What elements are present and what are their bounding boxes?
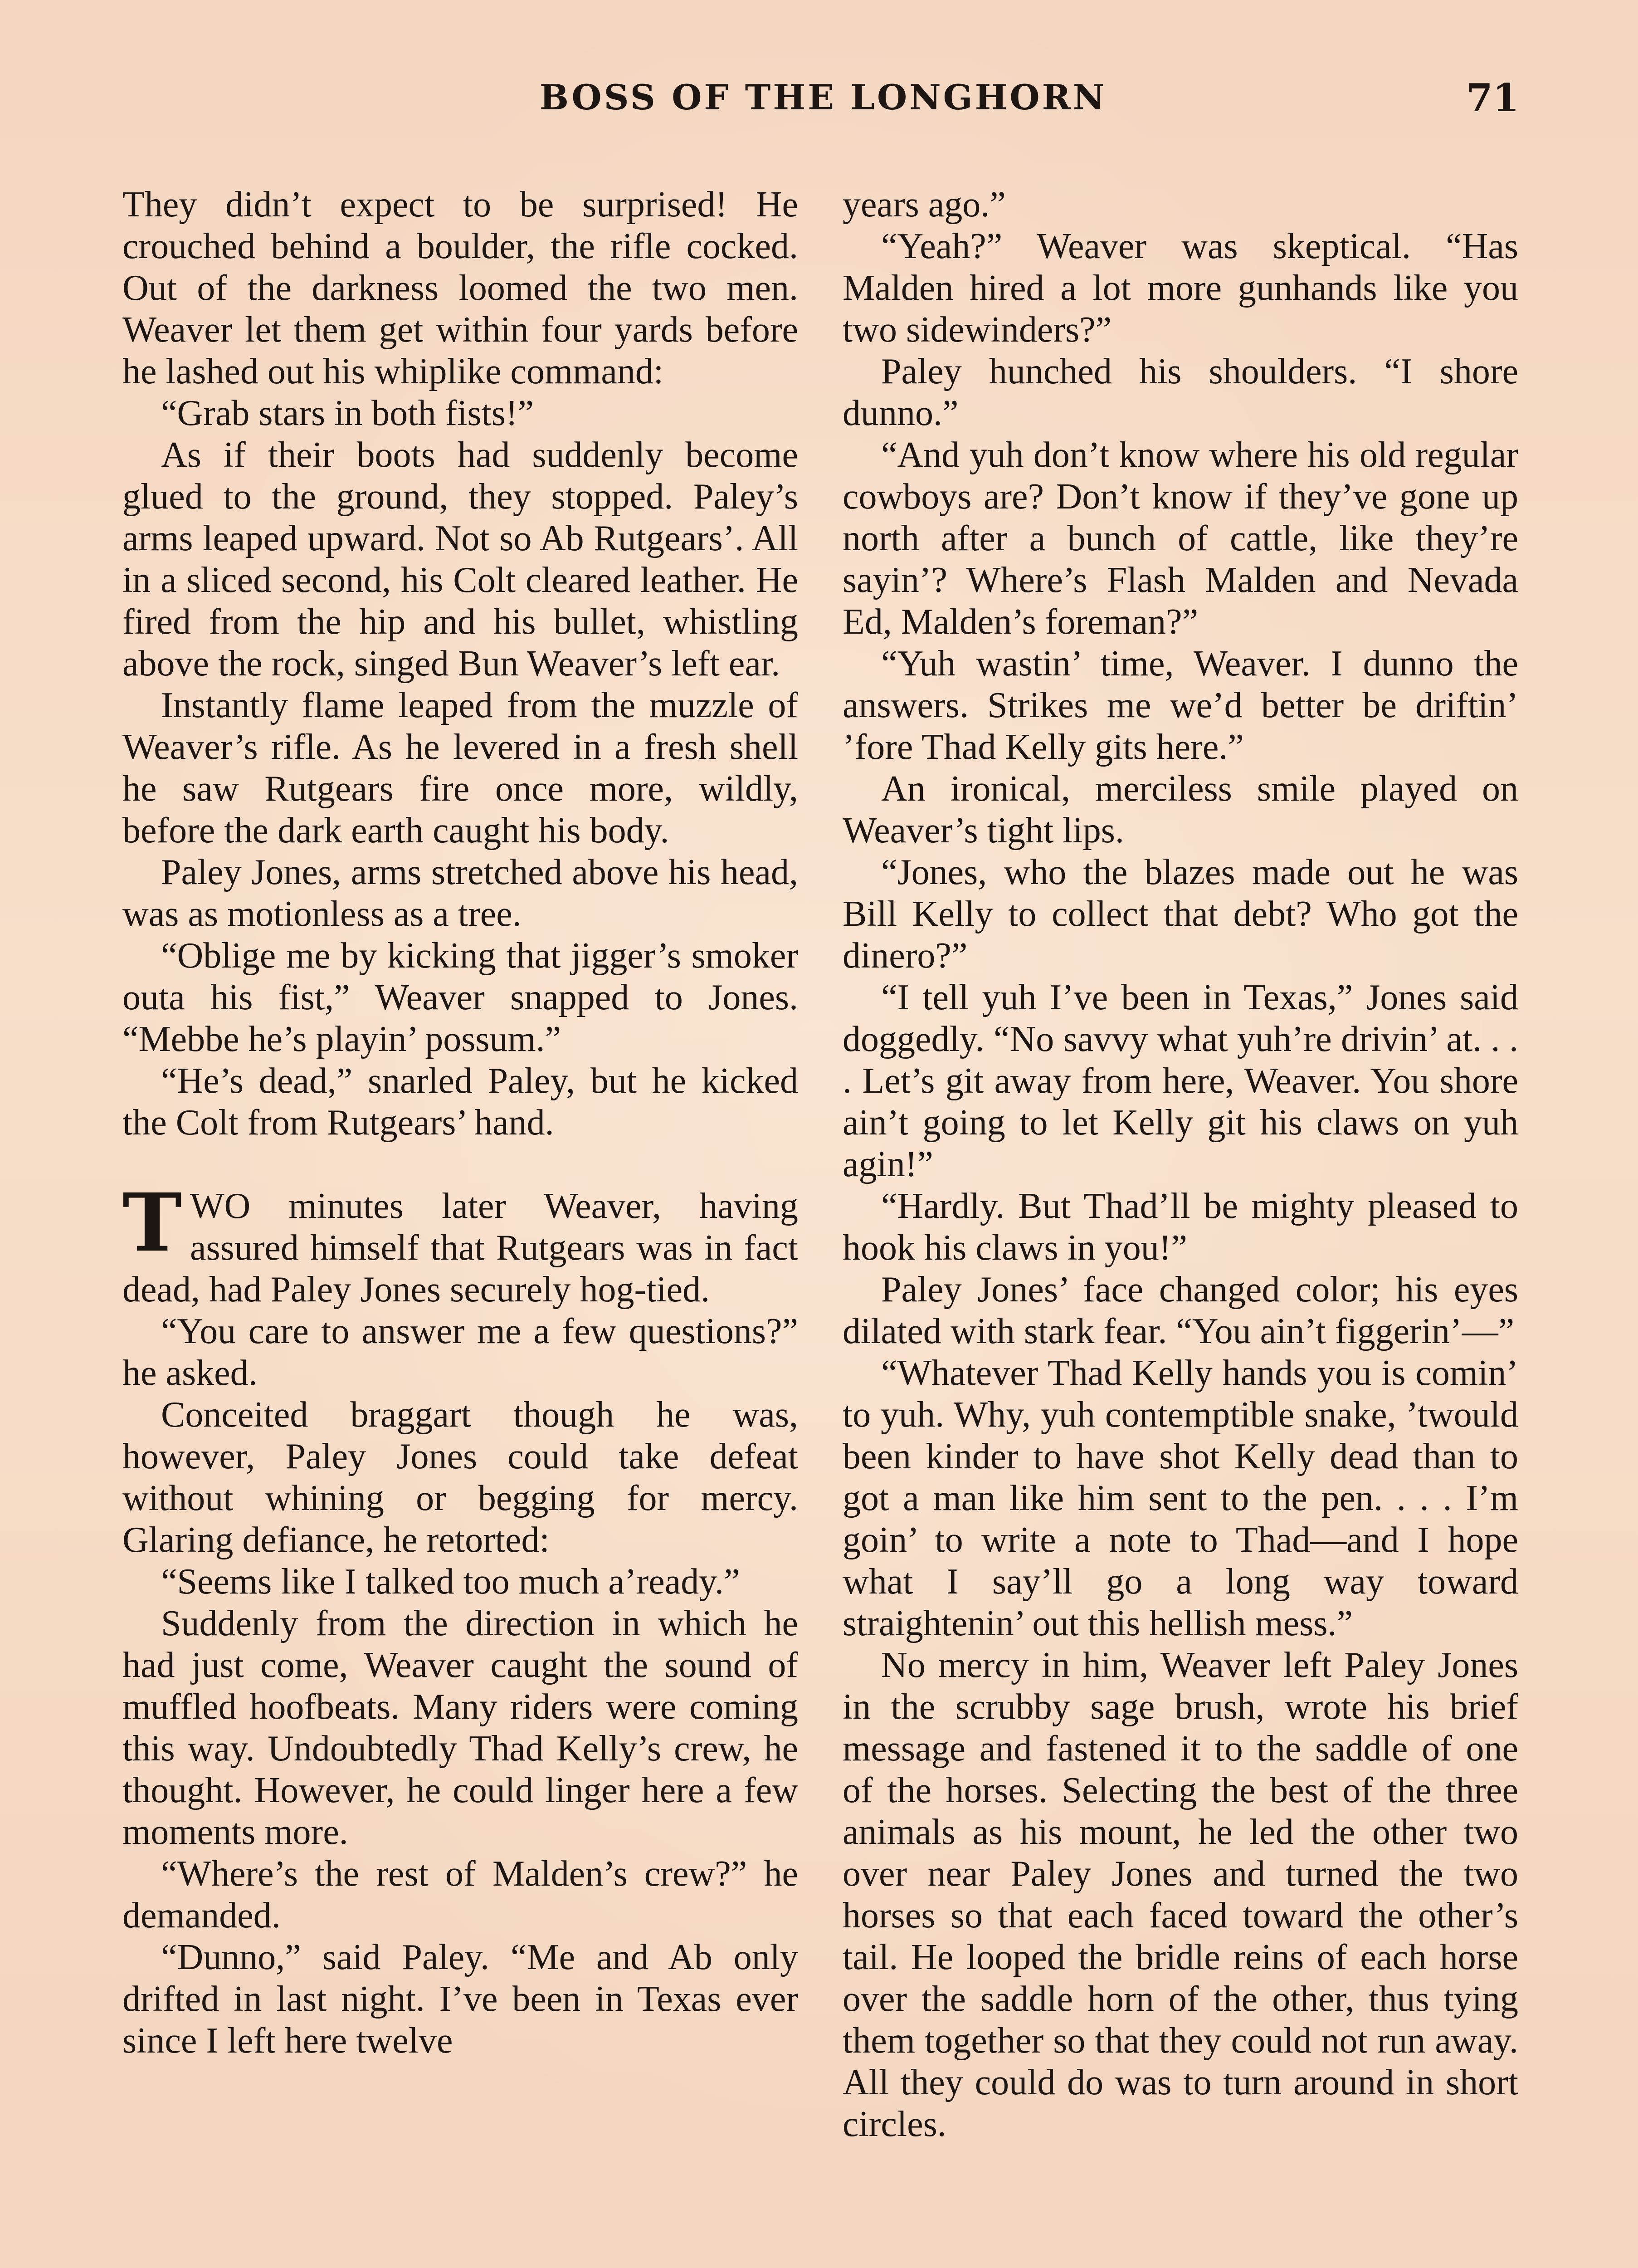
paragraph: “You care to answer me a few questions?” he asked. (122, 1311, 798, 1393)
page-number: 71 (1466, 75, 1519, 120)
paragraph: Paley hunched his shoulders. “I shore dunno.” (843, 352, 1518, 433)
paragraph: “Yeah?” Weaver was skeptical. “Has Malden hired a lot more gunhands like you two sidewinders?” (843, 226, 1518, 350)
paragraph: An ironical, merciless smile played on Weaver’s tight lips. (843, 769, 1518, 850)
paragraph: “Dunno,” said Paley. “Me and Ab only drifted in last night. I’ve been in Texas ever since I left here twelve (122, 1937, 798, 2061)
paragraph-text: WO minutes later Weaver, having assured himself that Rutgears was in fact dead, had Paley Jones securely hog-tied. (122, 1186, 798, 1310)
paragraph: “Yuh wastin’ time, Weaver. I dunno the answers. Strikes me we’d better be driftin’ ’fore Thad Kelly gits here.” (843, 644, 1518, 767)
paragraph: They didn’t expect to be surprised! He crouched behind a boulder, the rifle cocked. Out of the darkness loomed the two men. Weaver let them get within four yards before he lashed out his whiplike command: (122, 185, 798, 391)
section-opening-paragraph (122, 1176, 798, 1310)
paragraph: Instantly flame leaped from the muzzle of Weaver’s rifle. As he levered in a fresh shell he saw Rutgears fire once more, wildly, before the dark earth caught his body. (122, 685, 798, 850)
paragraph: years ago.” (843, 185, 1006, 225)
paragraph: As if their boots had suddenly become glued to the ground, they stopped. Paley’s arms leaped upward. Not so Ab Rutgears’. All in a sliced second, his Colt cleared leather. He fired from the hip and his bullet, whistling above the rock, singed Bun Weaver’s left ear. (122, 435, 798, 684)
running-title: BOSS OF THE LONGHORN (539, 77, 1107, 117)
paragraph: “Seems like I talked too much a’ready.” (161, 1562, 740, 1602)
paragraph: No mercy in him, Weaver left Paley Jones in the scrubby sage brush, wrote his brief message and fastened it to the saddle of one of the horses. Selecting the best of the three animals as his mount, he led the other two over near Paley Jones and turned the two horses so that each faced toward the other’s tail. He looped the bridle reins of each horse over the saddle horn of the other, thus tying them together so that they could not run away. All they could do was to turn around in short circles. (843, 1645, 1518, 2144)
left-column (122, 184, 798, 2062)
paragraph: “He’s dead,” snarled Paley, but he kicked the Colt from Rutgears’ hand. (122, 1061, 798, 1143)
paragraph: Conceited braggart though he was, however, Paley Jones could take defeat without whining or begging for mercy. Glaring defiance, he retorted: (122, 1395, 798, 1560)
paragraph: “Whatever Thad Kelly hands you is comin’ to yuh. Why, yuh contemptible snake, ’twould been kinder to have shot Kelly dead than to got a man like him sent to the pen. . . . I’m goin’ to write a note to Thad—and I hope what I say’ll go a long way toward straightenin’ out this hellish mess.” (843, 1353, 1518, 1643)
paragraph: “Hardly. But Thad’ll be mighty pleased to hook his claws in you!” (843, 1186, 1518, 1268)
drop-cap: T (122, 1176, 182, 1270)
paragraph: Paley Jones’ face changed color; his eyes dilated with stark fear. “You ain’t figgerin’—” (843, 1270, 1518, 1351)
right-column (843, 184, 1518, 2145)
paragraph: “Oblige me by kicking that jigger’s smoker outa his fist,” Weaver snapped to Jones. “Mebbe he’s playin’ possum.” (122, 936, 798, 1059)
paragraph: “Grab stars in both fists!” (161, 393, 534, 433)
paragraph: “Where’s the rest of Malden’s crew?” he demanded. (122, 1854, 798, 1936)
paragraph: “Jones, who the blazes made out he was Bill Kelly to collect that debt? Who got the dinero?” (843, 852, 1518, 976)
page-header (122, 77, 1524, 127)
paragraph: Paley Jones, arms stretched above his head, was as motionless as a tree. (122, 852, 798, 934)
paragraph: Suddenly from the direction in which he had just come, Weaver caught the sound of muffled hoofbeats. Many riders were coming this way. Undoubtedly Thad Kelly’s crew, he thought. However, he could linger here a few moments more. (122, 1603, 798, 1852)
paragraph: “I tell yuh I’ve been in Texas,” Jones said doggedly. “No savvy what yuh’re drivin’ at. . . . Let’s git away from here, Weaver. You shore ain’t going to let Kelly git his claws on yuh agin!” (843, 978, 1518, 1184)
paragraph: “And yuh don’t know where his old regular cowboys are? Don’t know if they’ve gone up north after a bunch of cattle, like they’re sayin’? Where’s Flash Malden and Nevada Ed, Malden’s foreman?” (843, 435, 1518, 642)
